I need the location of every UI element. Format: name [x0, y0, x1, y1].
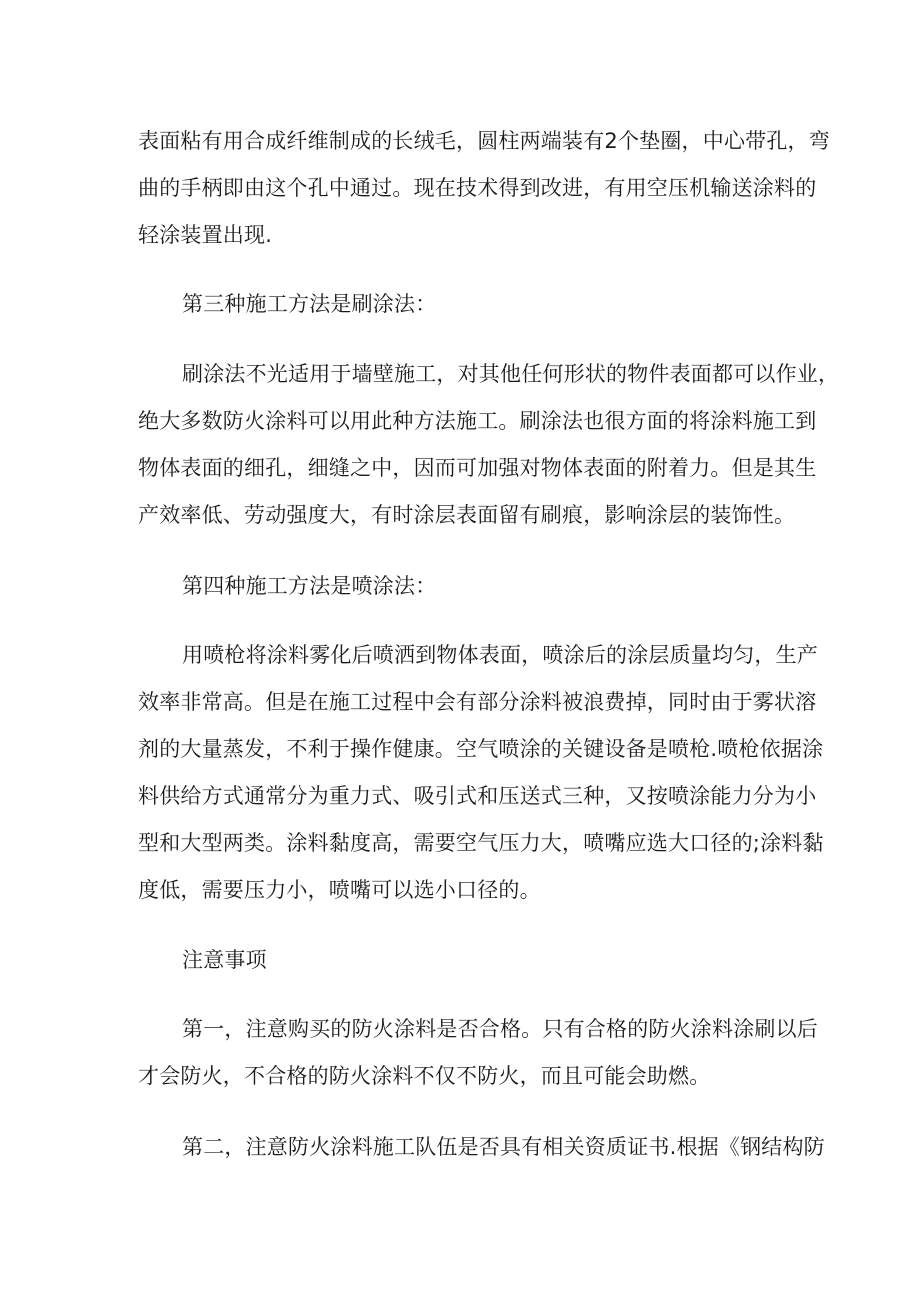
paragraph-line: 第二，注意防火涂料施工队伍是否具有相关资质证书.根据《钢结构防: [182, 1135, 825, 1159]
paragraph-line: 用喷枪将涂料雾化后喷洒到物体表面，喷涂后的涂层质量均匀，生产: [182, 643, 818, 667]
paragraph-line: 轻涂装置出现.: [138, 223, 273, 247]
section-heading: 第三种施工方法是刷涂法：: [182, 292, 437, 316]
paragraph-line: 才会防火，不合格的防火涂料不仅不防火，而且可能会助燃。: [138, 1064, 711, 1088]
paragraph-line: 曲的手柄即由这个孔中通过。现在技术得到改进，有用空压机输送涂料的: [138, 176, 817, 200]
paragraph-line: 物体表面的细孔，细缝之中，因而可加强对物体表面的附着力。但是其生: [138, 456, 817, 480]
paragraph-line: 表面粘有用合成纤维制成的长绒毛，圆柱两端装有2个垫圈，中心带孔，弯: [138, 129, 830, 153]
paragraph-line: 剂的大量蒸发，不利于操作健康。空气喷涂的关键设备是喷枪.喷枪依据涂: [138, 737, 824, 761]
paragraph-line: 绝大多数防火涂料可以用此种方法施工。刷涂法也很方面的将涂料施工到: [138, 409, 817, 433]
paragraph-line: 产效率低、劳动强度大，有时涂层表面留有刷痕，影响涂层的装饰性。: [138, 503, 796, 527]
paragraph-line: 型和大型两类。涂料黏度高，需要空气压力大，喷嘴应选大口径的;涂料黏: [138, 831, 824, 855]
section-heading: 第四种施工方法是喷涂法：: [182, 574, 437, 598]
section-heading: 注意事项: [182, 948, 267, 972]
paragraph-line: 第一，注意购买的防火涂料是否合格。只有合格的防火涂料涂刷以后: [182, 1017, 818, 1041]
paragraph-line: 效率非常高。但是在施工过程中会有部分涂料被浪费掉，同时由于雾状溶: [138, 690, 817, 714]
paragraph-line: 料供给方式通常分为重力式、吸引式和压送式三种，又按喷涂能力分为小: [138, 784, 817, 808]
paragraph-line: 刷涂法不光适用于墙壁施工，对其他任何形状的物件表面都可以作业，: [182, 362, 840, 386]
paragraph-line: 度低，需要压力小，喷嘴可以选小口径的。: [138, 878, 541, 902]
